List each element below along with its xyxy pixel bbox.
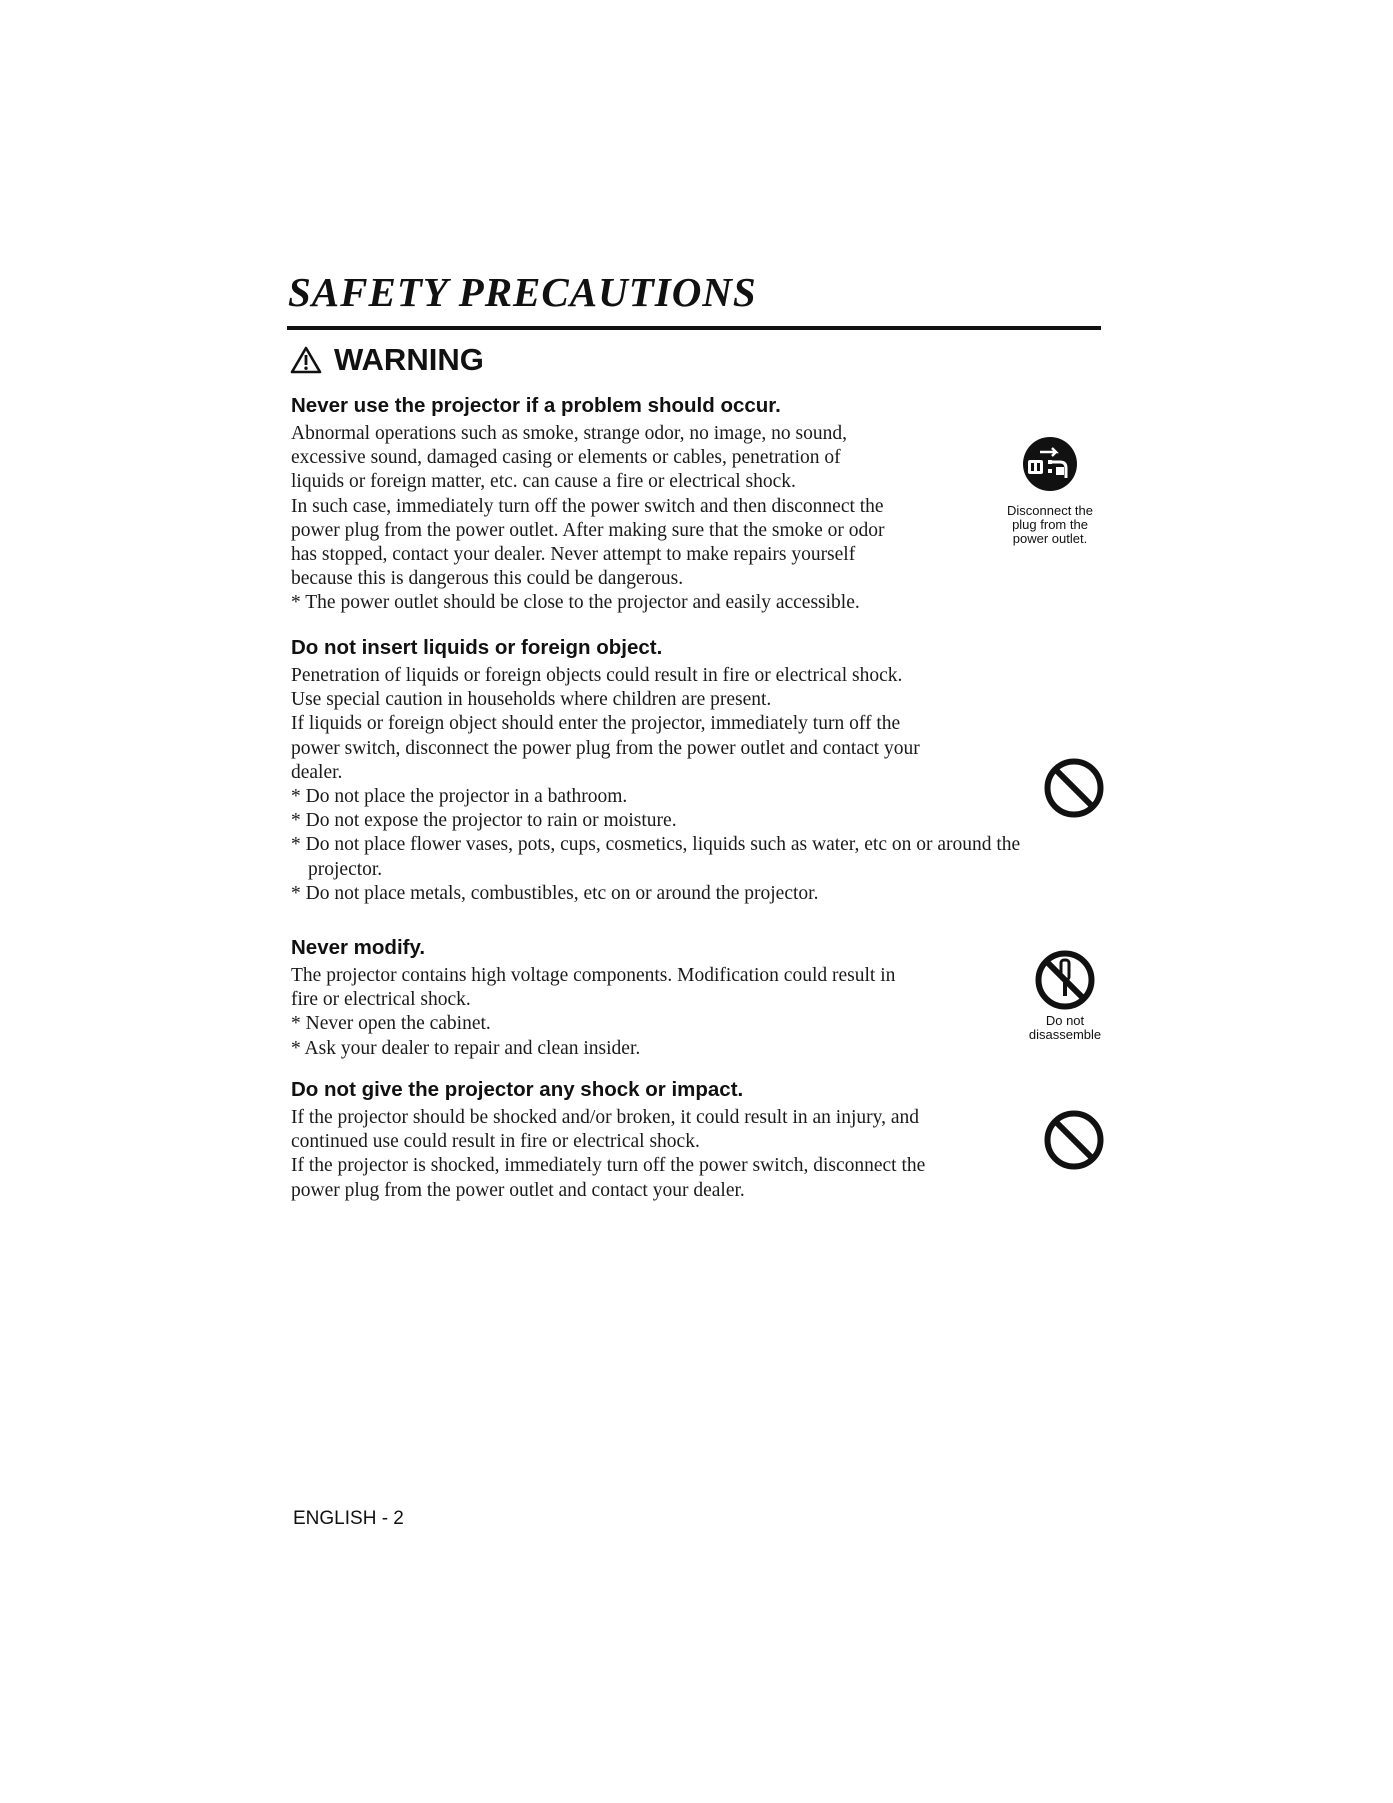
section-problem — [291, 394, 1031, 616]
section-shock — [291, 1078, 1031, 1203]
title-divider — [287, 326, 1101, 330]
body-line: liquids or foreign matter, etc. can cause a fire or electrical shock. — [291, 471, 796, 493]
prohibited-icon — [1044, 1110, 1104, 1170]
section-heading: Do not give the projector any shock or impact. — [291, 1078, 744, 1101]
warning-heading — [290, 342, 484, 378]
body-line: power plug from the power outlet and contact your dealer. — [291, 1179, 745, 1201]
body-line: has stopped, contact your dealer. Never attempt to make repairs yourself — [291, 544, 856, 566]
body-line: If liquids or foreign object should enter the projector, immediately turn off the — [291, 713, 901, 735]
section-heading: Never use the projector if a problem should occur. — [291, 394, 781, 417]
body-line: Use special caution in households where children are present. — [291, 689, 772, 711]
body-line: Penetration of liquids or foreign objects could result in fire or electrical shock. — [291, 665, 903, 686]
no-disassembly-figure — [1010, 950, 1120, 1042]
prohibited-figure — [1044, 1110, 1104, 1170]
icon-caption: Disconnect the — [1007, 503, 1093, 518]
note-line: * Do not place the projector in a bathroom. — [291, 786, 628, 808]
note-line: * Do not expose the projector to rain or moisture. — [291, 810, 677, 832]
warning-label: WARNING — [334, 342, 484, 377]
unplug-figure — [990, 436, 1110, 546]
body-line: power switch, disconnect the power plug from the power outlet and contact your — [291, 737, 920, 759]
unplug-icon — [1022, 436, 1078, 492]
section-liquids — [291, 636, 1031, 906]
body-line: In such case, immediately turn off the power switch and then disconnect the — [291, 495, 884, 517]
body-line: fire or electrical shock. — [291, 989, 471, 1011]
icon-caption: power outlet. — [1012, 531, 1088, 546]
page-title: SAFETY PRECAUTIONS — [288, 269, 757, 315]
note-line: * Do not place flower vases, pots, cups, cosmetics, liquids such as water, etc on or around the projector. — [291, 834, 1021, 880]
body-line: If the projector should be shocked and/or broken, it could result in an injury, and — [291, 1107, 919, 1128]
warning-triangle-icon — [290, 346, 322, 374]
icon-caption: Do not — [1045, 1013, 1085, 1028]
section-heading: Do not insert liquids or foreign object. — [291, 636, 663, 659]
body-line: excessive sound, damaged casing or elements or cables, penetration of — [291, 447, 841, 469]
body-line: The projector contains high voltage components. Modification could result in — [291, 965, 896, 986]
icon-caption: disassemble — [1028, 1027, 1102, 1042]
body-line: continued use could result in fire or electrical shock. — [291, 1131, 700, 1153]
note-line: * Do not place metals, combustibles, etc on or around the projector. — [291, 882, 819, 904]
body-line: because this is dangerous this could be dangerous. — [291, 568, 684, 590]
icon-caption: plug from the — [1012, 517, 1088, 532]
prohibited-icon — [1044, 758, 1104, 818]
page-footer: ENGLISH - 2 — [293, 1508, 404, 1529]
body-line: Abnormal operations such as smoke, strange odor, no image, no sound, — [291, 423, 847, 444]
body-line: * The power outlet should be close to the projector and easily accessible. — [291, 592, 860, 614]
body-line: dealer. — [291, 761, 343, 783]
note-line: * Never open the cabinet. — [291, 1013, 491, 1035]
note-line: * Ask your dealer to repair and clean insider. — [291, 1037, 641, 1059]
body-line: power plug from the power outlet. After making sure that the smoke or odor — [291, 519, 885, 541]
body-line: If the projector is shocked, immediately turn off the power switch, disconnect the — [291, 1155, 926, 1177]
no-disassembly-icon — [1035, 950, 1095, 1010]
section-heading: Never modify. — [291, 936, 426, 959]
prohibited-figure — [1044, 758, 1104, 818]
section-modify — [291, 936, 1031, 1061]
